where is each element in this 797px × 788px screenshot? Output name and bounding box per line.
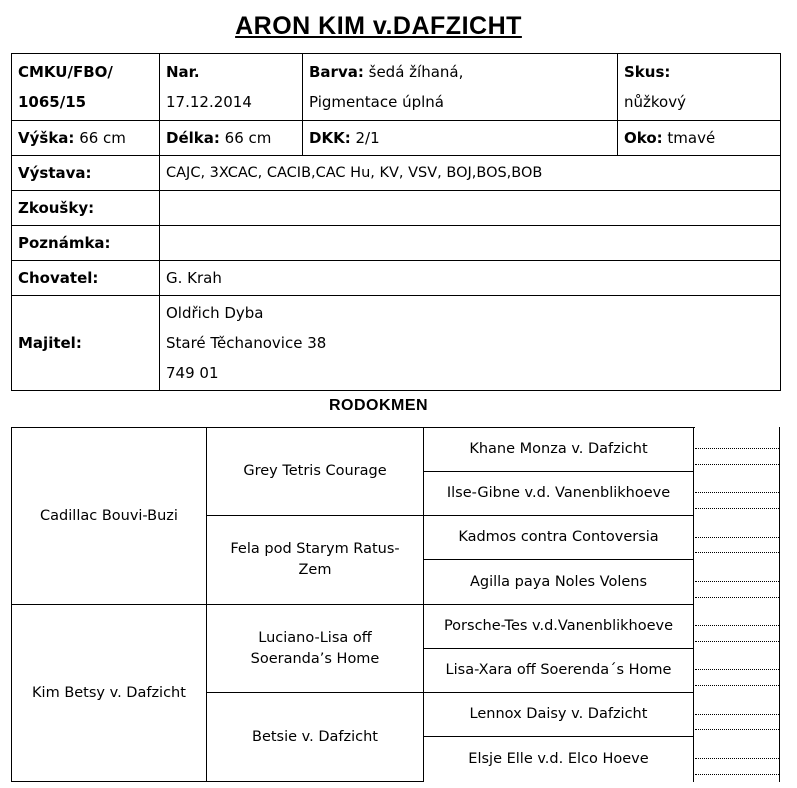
bite-cell xyxy=(618,54,781,121)
exams-label: Zkoušky: xyxy=(12,191,160,226)
ggg-line xyxy=(695,714,779,715)
eye-value: tmavé xyxy=(667,129,716,147)
eye-cell xyxy=(618,121,781,156)
ggg-line xyxy=(695,685,779,686)
dkk-value: 2/1 xyxy=(355,129,380,147)
great-grandparent-3: Kadmos contra Contoversia xyxy=(458,529,659,545)
registration-number: 1065/15 xyxy=(18,93,87,111)
height-value: 66 cm xyxy=(79,129,126,147)
pedigree-chart xyxy=(11,427,780,782)
dam-name: Kim Betsy v. Dafzicht xyxy=(32,684,186,701)
sire-dam-name: Fela pod Starym Ratus-Zem xyxy=(230,541,400,578)
dkk-cell xyxy=(303,121,618,156)
owner-label: Majitel: xyxy=(12,296,160,391)
pedigree-title: RODOKMEN xyxy=(328,397,429,414)
owner-postcode: 749 01 xyxy=(166,364,219,382)
ggg-line xyxy=(695,508,779,509)
birth-label: Nar. xyxy=(166,63,200,81)
ggg-line xyxy=(695,581,779,582)
registration-cell xyxy=(12,54,160,121)
ggg-line xyxy=(695,552,779,553)
dam-dam-name: Betsie v. Dafzicht xyxy=(252,728,378,745)
birth-value: 17.12.2014 xyxy=(166,93,252,111)
ggg-line xyxy=(695,492,779,493)
ggg-line xyxy=(695,597,779,598)
length-cell xyxy=(160,121,303,156)
great-grandparent-6: Lisa-Xara off Soerenda´s Home xyxy=(445,662,672,678)
ggg-line xyxy=(695,758,779,759)
registration-label: CMKU/FBO/ xyxy=(18,63,113,81)
sire-name: Cadillac Bouvi-Buzi xyxy=(40,507,178,524)
dam-sire-name: Luciano-Lisa off Soeranda’s Home xyxy=(250,629,380,667)
note-label: Poznámka: xyxy=(12,226,160,261)
exams-value xyxy=(160,191,781,226)
ggg-line xyxy=(695,464,779,465)
pedigree-border-bottom xyxy=(11,781,423,782)
dkk-label: DKK: xyxy=(309,129,351,147)
page-title: ARON KIM v.DAFZICHT xyxy=(235,12,522,40)
info-row-note xyxy=(12,226,781,261)
breeder-label: Chovatel: xyxy=(12,261,160,296)
eye-label: Oko: xyxy=(624,129,663,147)
bite-value: nůžkový xyxy=(624,93,686,111)
bite-label: Skus: xyxy=(624,63,671,81)
color-label: Barva: xyxy=(309,63,364,81)
birth-cell xyxy=(160,54,303,121)
show-label: Výstava: xyxy=(12,156,160,191)
breeder-value: G. Krah xyxy=(160,261,781,296)
length-label: Délka: xyxy=(166,129,220,147)
height-label: Výška: xyxy=(18,129,75,147)
ggg-line xyxy=(695,448,779,449)
ggg-line xyxy=(695,641,779,642)
color-value: šedá žíhaná, xyxy=(368,63,464,81)
info-row-exams xyxy=(12,191,781,226)
pedigree-border-right xyxy=(779,427,780,782)
sire-sire-name: Grey Tetris Courage xyxy=(243,463,387,479)
ggg-line xyxy=(695,537,779,538)
color-cell xyxy=(303,54,618,121)
info-row-main xyxy=(12,54,781,121)
dog-info-table xyxy=(11,53,781,391)
great-grandparent-2: Ilse-Gibne v.d. Vanenblikhoeve xyxy=(446,485,671,501)
owner-name: Oldřich Dyba xyxy=(166,304,264,322)
ggg-line xyxy=(695,774,779,775)
owner-value xyxy=(160,296,781,391)
info-row-owner xyxy=(12,296,781,391)
info-row-breeder xyxy=(12,261,781,296)
great-grandparent-4: Agilla paya Noles Volens xyxy=(469,573,648,590)
show-value: CAJC, 3XCAC, CACIB,CAC Hu, KV, VSV, BOJ,BOS,BOB xyxy=(160,156,781,191)
info-row-show xyxy=(12,156,781,191)
ggg-line xyxy=(695,729,779,730)
pigment-value: Pigmentace úplná xyxy=(309,93,444,111)
ggg-line xyxy=(695,669,779,670)
info-row-measures xyxy=(12,121,781,156)
great-grandparent-7: Lennox Daisy v. Dafzicht xyxy=(469,706,648,722)
height-cell xyxy=(12,121,160,156)
great-grandparent-5: Porsche-Tes v.d.Vanenblikhoeve xyxy=(443,618,674,634)
note-value xyxy=(160,226,781,261)
great-grandparent-8: Elsje Elle v.d. Elco Hoeve xyxy=(468,750,649,767)
great-grandparent-1: Khane Monza v. Dafzicht xyxy=(469,441,648,457)
owner-street: Staré Těchanovice 38 xyxy=(166,334,327,352)
ggg-line xyxy=(695,625,779,626)
length-value: 66 cm xyxy=(224,129,272,147)
